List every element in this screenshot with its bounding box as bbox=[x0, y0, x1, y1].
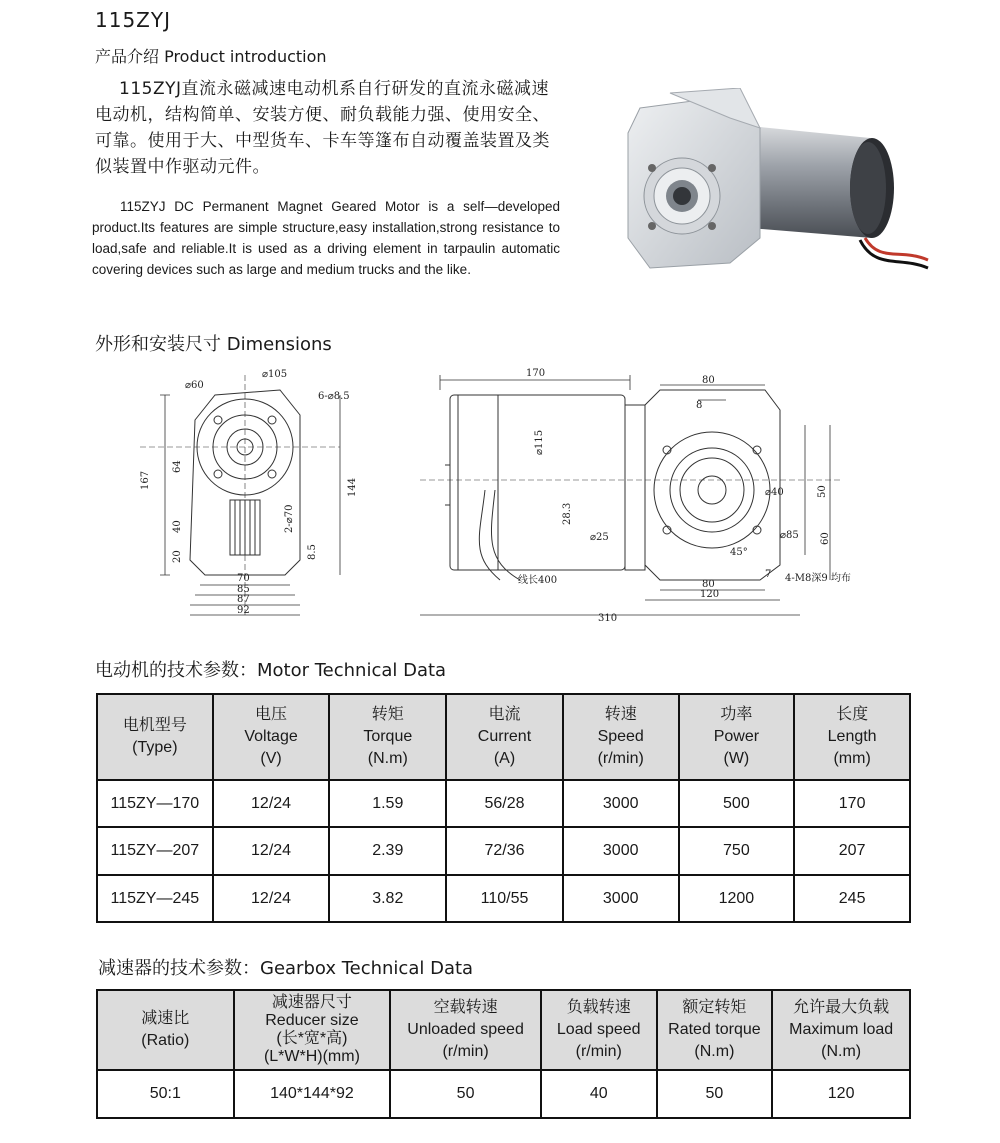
motor-cell: 115ZY—245 bbox=[97, 875, 213, 922]
gearbox-cell: 50:1 bbox=[97, 1070, 234, 1118]
motor-cell: 12/24 bbox=[213, 827, 330, 875]
motor-cell: 56/28 bbox=[446, 780, 563, 827]
label-d25: ⌀25 bbox=[590, 532, 609, 543]
product-model-title: 115ZYJ bbox=[95, 8, 171, 32]
gearbox-housing bbox=[628, 88, 760, 268]
table-row bbox=[97, 1070, 910, 1118]
label-d40: ⌀40 bbox=[765, 487, 784, 498]
gearbox-cell: 140*144*92 bbox=[234, 1070, 391, 1118]
motor-body bbox=[750, 126, 928, 268]
motor-table-header-row bbox=[97, 694, 910, 780]
dimension-drawing bbox=[140, 365, 880, 627]
motor-header-torque: 转矩 Torque (N.m) bbox=[329, 694, 446, 780]
motor-cell: 750 bbox=[679, 827, 795, 875]
gearbox-tech-table bbox=[96, 989, 911, 1119]
label-b7: 7 bbox=[765, 569, 772, 580]
motor-header-power: 功率 Power (W) bbox=[679, 694, 795, 780]
motor-cell: 72/36 bbox=[446, 827, 563, 875]
table-row bbox=[97, 780, 910, 827]
label-d85: ⌀85 bbox=[780, 530, 799, 541]
label-w92: 92 bbox=[237, 605, 250, 616]
motor-cell: 3.82 bbox=[329, 875, 446, 922]
table-row bbox=[97, 827, 910, 875]
label-w80: 80 bbox=[702, 375, 715, 386]
motor-cell: 3000 bbox=[563, 875, 679, 922]
gearbox-side-view bbox=[625, 385, 830, 600]
motor-cell: 500 bbox=[679, 780, 795, 827]
label-h64: 64 bbox=[172, 460, 183, 473]
motor-header-current: 电流 Current (A) bbox=[446, 694, 563, 780]
dimensions-heading: 外形和安装尺寸 Dimensions bbox=[95, 334, 332, 355]
gearbox-cell: 120 bbox=[772, 1070, 910, 1118]
label-t8-5: 8.5 bbox=[307, 544, 318, 560]
intro-heading: 产品介绍 Product introduction bbox=[95, 47, 327, 66]
motor-cell: 1.59 bbox=[329, 780, 446, 827]
label-w87: 87 bbox=[237, 594, 250, 605]
motor-cell: 12/24 bbox=[213, 875, 330, 922]
label-h60: 60 bbox=[820, 532, 831, 545]
label-l310: 310 bbox=[598, 613, 618, 624]
motor-tech-table bbox=[96, 693, 911, 923]
label-l170: 170 bbox=[526, 368, 546, 379]
gearbox-header-rated-torque: 额定转矩 Rated torque (N.m) bbox=[657, 990, 773, 1070]
table-row bbox=[97, 875, 910, 922]
label-b80: 80 bbox=[702, 579, 715, 590]
label-w70: 70 bbox=[237, 573, 250, 584]
gearbox-header-load-speed: 负载转速 Load speed (r/min) bbox=[541, 990, 657, 1070]
label-w8: 8 bbox=[696, 400, 703, 411]
label-h144: 144 bbox=[347, 477, 358, 497]
motor-cell: 110/55 bbox=[446, 875, 563, 922]
label-h50: 50 bbox=[817, 485, 828, 498]
label-m8: 4-M8深9 均布 bbox=[785, 573, 851, 584]
gearbox-table-header-row bbox=[97, 990, 910, 1070]
label-b120: 120 bbox=[700, 589, 720, 600]
gearbox-cell: 50 bbox=[390, 1070, 541, 1118]
label-h167: 167 bbox=[140, 470, 151, 490]
gearbox-header-size: 减速器尺寸 Reducer size (长*宽*高) (L*W*H)(mm) bbox=[234, 990, 391, 1070]
gearbox-cell: 40 bbox=[541, 1070, 657, 1118]
label-a45: 45° bbox=[730, 547, 748, 558]
motor-header-type: 电机型号 (Type) bbox=[97, 694, 213, 780]
motor-cell: 207 bbox=[794, 827, 910, 875]
label-d105: ⌀105 bbox=[262, 369, 288, 380]
motor-cell: 1200 bbox=[679, 875, 795, 922]
motor-cell: 170 bbox=[794, 780, 910, 827]
label-h40: 40 bbox=[172, 520, 183, 533]
motor-header-voltage: 电压 Voltage (V) bbox=[213, 694, 330, 780]
motor-cell: 115ZY—170 bbox=[97, 780, 213, 827]
label-t28-3: 28.3 bbox=[562, 502, 573, 525]
label-d60: ⌀60 bbox=[185, 380, 204, 391]
gearbox-header-max-load: 允许最大负载 Maximum load (N.m) bbox=[772, 990, 910, 1070]
label-lead: 线长400 bbox=[518, 575, 558, 586]
motor-cell: 3000 bbox=[563, 827, 679, 875]
gearbox-header-ratio: 减速比 (Ratio) bbox=[97, 990, 234, 1070]
motor-product-photo bbox=[610, 88, 930, 288]
label-w85: 85 bbox=[237, 584, 250, 595]
motor-header-speed: 转速 Speed (r/min) bbox=[563, 694, 679, 780]
motor-table-heading: 电动机的技术参数：Motor Technical Data bbox=[95, 660, 447, 681]
motor-cell: 12/24 bbox=[213, 780, 330, 827]
motor-cell: 245 bbox=[794, 875, 910, 922]
label-h20: 20 bbox=[172, 550, 183, 563]
intro-english-text: 115ZYJ DC Permanent Magnet Geared Motor is a self—developed product.Its features are simple structure,easy installation,strong resistance to load,safe and reliable.It is used as a driving element in tarpaulin automatic covering devices such as large and medium trucks and the like. bbox=[92, 199, 560, 277]
label-d115: ⌀115 bbox=[534, 429, 545, 455]
motor-cell: 2.39 bbox=[329, 827, 446, 875]
label-d70: 2-⌀70 bbox=[284, 504, 295, 533]
intro-chinese-text: 115ZYJ直流永磁减速电动机系自行研发的直流永磁减速电动机，结构简单、安装方便、耐负载能力强、使用安全、可靠。使用于大、中型货车、卡车等篷布自动覆盖装置及类似装置中作驱动元件。 bbox=[95, 79, 550, 177]
gearbox-header-unloaded-speed: 空载转速 Unloaded speed (r/min) bbox=[390, 990, 541, 1070]
motor-cell: 115ZY—207 bbox=[97, 827, 213, 875]
motor-header-length: 长度 Length (mm) bbox=[794, 694, 910, 780]
motor-cell: 3000 bbox=[563, 780, 679, 827]
gearbox-cell: 50 bbox=[657, 1070, 773, 1118]
gearbox-table-heading: 减速器的技术参数：Gearbox Technical Data bbox=[98, 958, 474, 979]
label-holes: 6-⌀8.5 bbox=[318, 391, 350, 402]
